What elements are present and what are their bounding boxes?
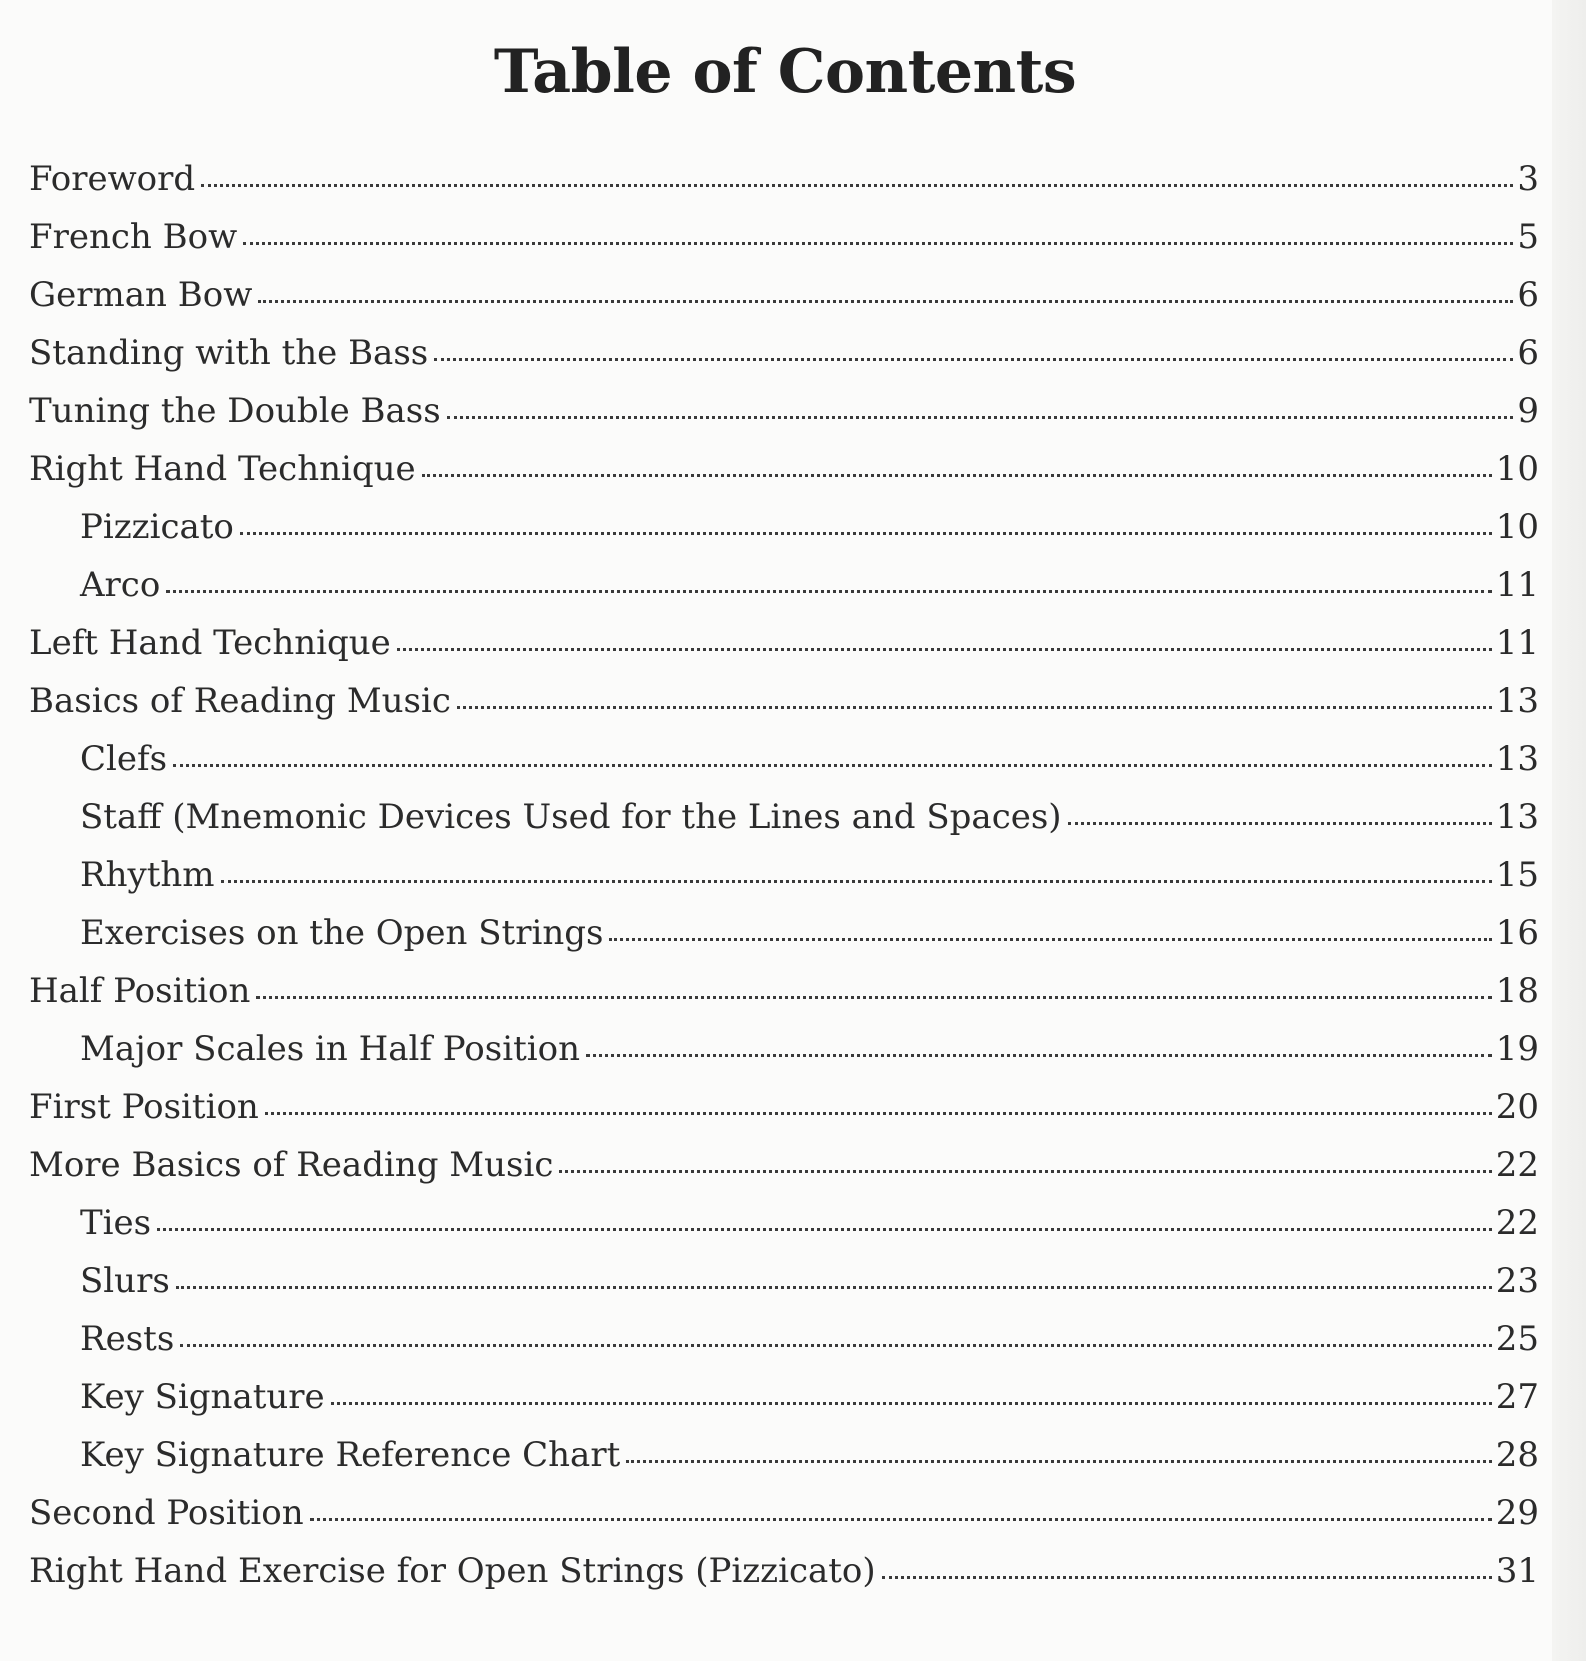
toc-entry-label: First Position bbox=[29, 1087, 259, 1127]
toc-entry-key-signature bbox=[29, 1368, 1539, 1426]
dot-leader bbox=[626, 1460, 1492, 1463]
toc-entry-page: 11 bbox=[1495, 565, 1539, 605]
toc-entry-label: Basics of Reading Music bbox=[29, 681, 451, 721]
toc-entry-key-signature-reference-chart bbox=[29, 1426, 1539, 1484]
toc-entry-label: Ties bbox=[80, 1203, 152, 1243]
toc-entry-right-hand-exercise-for-open-strings bbox=[29, 1542, 1539, 1600]
toc-entry-page: 10 bbox=[1495, 507, 1539, 547]
toc-entry-page: 13 bbox=[1495, 797, 1539, 837]
toc-entry-label: Clefs bbox=[80, 739, 168, 779]
toc-entry-french-bow bbox=[29, 208, 1539, 266]
dot-leader bbox=[180, 1344, 1491, 1347]
toc-entry-basics-of-reading-music bbox=[29, 672, 1539, 730]
toc-entry-page: 29 bbox=[1495, 1493, 1539, 1533]
toc-entry-label: Slurs bbox=[80, 1261, 170, 1301]
toc-entry-page: 20 bbox=[1495, 1087, 1539, 1127]
toc-entry-label: Right Hand Technique bbox=[29, 449, 416, 489]
toc-entry-label: German Bow bbox=[29, 275, 253, 315]
page-title: Table of Contents bbox=[493, 37, 1077, 107]
toc-entry-left-hand-technique bbox=[29, 614, 1539, 672]
dot-leader bbox=[310, 1518, 1492, 1521]
toc-entry-label: Foreword bbox=[29, 159, 196, 199]
toc-entry-page: 13 bbox=[1495, 681, 1539, 721]
toc-entry-label: Pizzicato bbox=[80, 507, 234, 547]
dot-leader bbox=[1068, 822, 1492, 825]
dot-leader bbox=[447, 416, 1514, 419]
toc-entry-page: 6 bbox=[1517, 333, 1539, 373]
toc-entry-more-basics-of-reading-music bbox=[29, 1136, 1539, 1194]
toc-entry-page: 10 bbox=[1495, 449, 1539, 489]
toc-entry-right-hand-technique bbox=[29, 440, 1539, 498]
toc-entry-page: 16 bbox=[1495, 913, 1539, 953]
toc-entry-label: More Basics of Reading Music bbox=[29, 1145, 554, 1185]
toc-entry-page: 18 bbox=[1495, 971, 1539, 1011]
page-edge bbox=[1552, 0, 1586, 1661]
toc-entry-label: Half Position bbox=[29, 971, 251, 1011]
toc-entry-second-position bbox=[29, 1484, 1539, 1542]
dot-leader bbox=[331, 1402, 1492, 1405]
toc-entry-label: Second Position bbox=[29, 1493, 304, 1533]
dot-leader bbox=[265, 1112, 1492, 1115]
dot-leader bbox=[422, 474, 1492, 477]
dot-leader bbox=[609, 938, 1491, 941]
dot-leader bbox=[256, 996, 1491, 999]
toc-entry-major-scales-in-half-position bbox=[29, 1020, 1539, 1078]
toc-entry-foreword bbox=[29, 150, 1539, 208]
toc-entry-label: Left Hand Technique bbox=[29, 623, 391, 663]
dot-leader bbox=[457, 706, 1492, 709]
toc-entry-tuning-the-double-bass bbox=[29, 382, 1539, 440]
toc-entry-label: Rests bbox=[80, 1319, 175, 1359]
dot-leader bbox=[586, 1054, 1492, 1057]
toc-entry-rhythm bbox=[29, 846, 1539, 904]
toc-entry-ties bbox=[29, 1194, 1539, 1252]
toc-entry-label: Right Hand Exercise for Open Strings (Pizzicato) bbox=[29, 1551, 876, 1591]
dot-leader bbox=[434, 358, 1513, 361]
toc-entry-half-position bbox=[29, 962, 1539, 1020]
dot-leader bbox=[397, 648, 1492, 651]
toc-entry-exercises-on-the-open-strings bbox=[29, 904, 1539, 962]
toc-entry-arco bbox=[29, 556, 1539, 614]
toc-entry-page: 27 bbox=[1495, 1377, 1539, 1417]
toc-entry-label: Exercises on the Open Strings bbox=[80, 913, 604, 953]
toc-entry-page: 25 bbox=[1495, 1319, 1539, 1359]
toc-entry-page: 6 bbox=[1517, 275, 1539, 315]
toc-entry-pizzicato bbox=[29, 498, 1539, 556]
toc-entry-staff bbox=[29, 788, 1539, 846]
toc-entry-page: 22 bbox=[1495, 1203, 1539, 1243]
toc-entry-standing-with-the-bass bbox=[29, 324, 1539, 382]
toc-entry-german-bow bbox=[29, 266, 1539, 324]
toc-entry-slurs bbox=[29, 1252, 1539, 1310]
dot-leader bbox=[243, 242, 1513, 245]
dot-leader bbox=[173, 764, 1492, 767]
dot-leader bbox=[559, 1170, 1491, 1173]
toc-entry-page: 23 bbox=[1495, 1261, 1539, 1301]
toc-entry-page: 15 bbox=[1495, 855, 1539, 895]
table-of-contents bbox=[29, 150, 1539, 1600]
toc-entry-page: 9 bbox=[1517, 391, 1539, 431]
dot-leader bbox=[258, 300, 1513, 303]
toc-entry-page: 31 bbox=[1495, 1551, 1539, 1591]
toc-entry-label: French Bow bbox=[29, 217, 238, 257]
toc-entry-clefs bbox=[29, 730, 1539, 788]
toc-entry-page: 22 bbox=[1495, 1145, 1539, 1185]
toc-entry-label: Key Signature bbox=[80, 1377, 325, 1417]
dot-leader bbox=[882, 1576, 1492, 1579]
dot-leader bbox=[201, 184, 1513, 187]
toc-entry-first-position bbox=[29, 1078, 1539, 1136]
toc-entry-page: 13 bbox=[1495, 739, 1539, 779]
toc-entry-label: Tuning the Double Bass bbox=[29, 391, 441, 431]
dot-leader bbox=[166, 590, 1491, 593]
toc-entry-page: 19 bbox=[1495, 1029, 1539, 1069]
toc-entry-label: Standing with the Bass bbox=[29, 333, 429, 373]
toc-entry-label: Staff (Mnemonic Devices Used for the Lines and Spaces) bbox=[80, 797, 1062, 837]
toc-entry-rests bbox=[29, 1310, 1539, 1368]
toc-entry-page: 5 bbox=[1517, 217, 1539, 257]
toc-entry-label: Rhythm bbox=[80, 855, 215, 895]
toc-entry-page: 28 bbox=[1495, 1435, 1539, 1475]
dot-leader bbox=[221, 880, 1492, 883]
toc-entry-label: Arco bbox=[80, 565, 161, 605]
toc-entry-label: Major Scales in Half Position bbox=[80, 1029, 580, 1069]
toc-entry-page: 3 bbox=[1517, 159, 1539, 199]
dot-leader bbox=[157, 1228, 1492, 1231]
dot-leader bbox=[240, 532, 1492, 535]
dot-leader bbox=[176, 1286, 1492, 1289]
toc-entry-page: 11 bbox=[1495, 623, 1539, 663]
toc-entry-label: Key Signature Reference Chart bbox=[80, 1435, 621, 1475]
